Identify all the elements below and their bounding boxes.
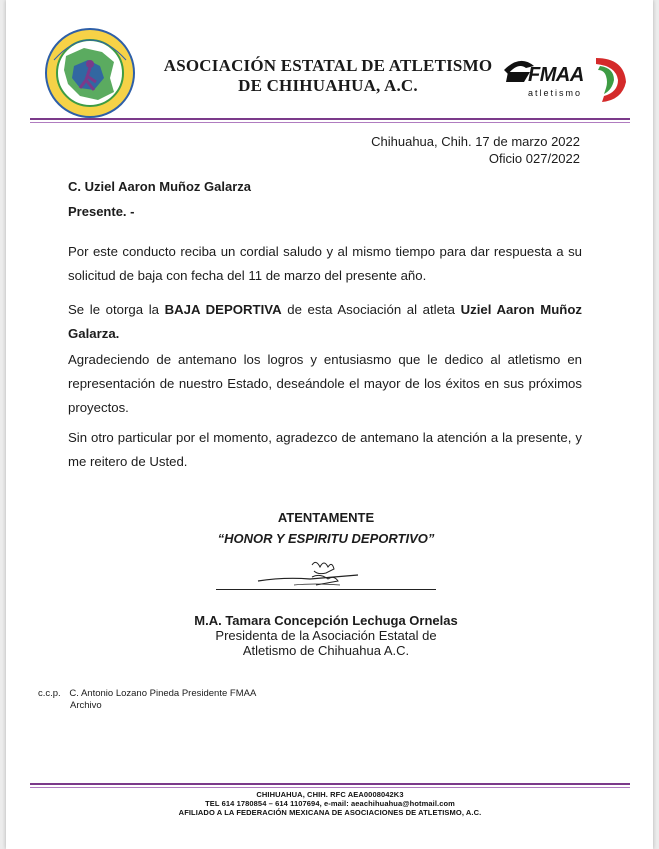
footer-rule [30, 783, 630, 785]
footer-line-2: TEL 614 1780854 – 614 1107694, e-mail: aeachihuahua@hotmail.com [205, 799, 455, 808]
office-number: Oficio 027/2022 [488, 151, 580, 166]
cc-block [38, 688, 256, 700]
recipient-name: C. Uziel Aaron Muñoz Galarza [68, 179, 251, 194]
organization-title [148, 56, 508, 96]
org-line-1: ASOCIACIÓN ESTATAL DE ATLETISMO [163, 56, 493, 75]
paragraph-3: Agradeciendo de antemano los logros y entusiasmo que le dedico al atletismo en representación de nuestro Estado, deseándole el mayor de los éxitos en sus próximos proyectos. [68, 352, 582, 415]
p2-part-c: de esta Asociación al atleta [281, 302, 461, 317]
footer-rule-thin [30, 787, 630, 788]
cc-recipient-1: C. Antonio Lozano Pineda Presidente FMAA [69, 688, 257, 699]
paragraph-1: Por este conducto reciba un cordial saludo y al mismo tiempo para dar respuesta a su solicitud de baja con fecha del 11 de marzo del presente año. [68, 244, 582, 283]
signature-line [216, 589, 436, 590]
p2-athlete-name: Uziel Aaron Muñoz Galarza. [68, 302, 582, 341]
date-block [336, 133, 580, 167]
footer-line-3: AFILIADO A LA FEDERACIÓN MEXICANA DE ASOCIACIONES DE ATLETISMO, A.C. [178, 808, 482, 817]
signer-title-2: Atletismo de Chihuahua A.C. [242, 643, 410, 658]
fmaa-subtitle: atletismo [528, 88, 583, 98]
letter-page [6, 0, 653, 849]
association-logo [44, 26, 136, 120]
letter-date: Chihuahua, Chih. 17 de marzo 2022 [371, 134, 580, 149]
signer-name: M.A. Tamara Concepción Lechuga Ornelas [194, 613, 458, 628]
header-rule-thin [30, 122, 630, 123]
closing: ATENTAMENTE [277, 510, 375, 525]
p2-baja-deportiva: BAJA DEPORTIVA [164, 302, 282, 317]
motto: “HONOR Y ESPIRITU DEPORTIVO” [217, 531, 435, 546]
footer-line-1: CHIHUAHUA, CHIH. RFC AEA0008042K3 [256, 790, 404, 799]
p2-part-a: Se le otorga la [68, 302, 165, 317]
greeting: Presente. - [68, 204, 135, 219]
fmaa-wordmark: FMAA [528, 64, 584, 86]
paragraph-4: Sin otro particular por el momento, agradezco de antemano la atención a la presente, y me reitero de Usted. [68, 430, 582, 469]
cc-label: c.c.p. [38, 688, 61, 699]
org-line-2: DE CHIHUAHUA, A.C. [238, 76, 418, 95]
signer-title-1: Presidenta de la Asociación Estatal de [215, 628, 437, 643]
paragraph-2 [68, 298, 582, 346]
cc-recipient-2: Archivo [70, 700, 102, 711]
header-rule [30, 118, 630, 120]
